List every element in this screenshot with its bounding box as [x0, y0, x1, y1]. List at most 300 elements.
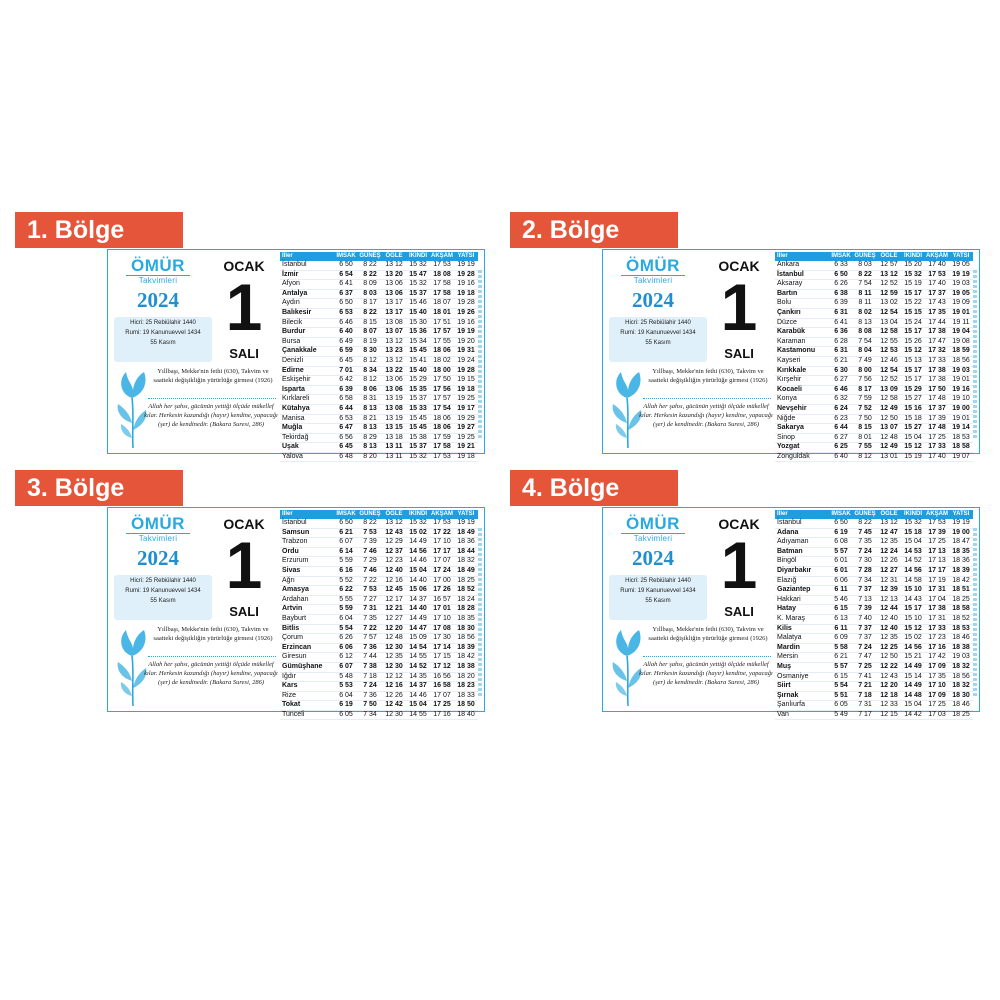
- time-cell: 6 15: [834, 605, 848, 613]
- time-cell: 18 58: [952, 443, 970, 451]
- calendar-left-panel: [603, 508, 773, 713]
- calendar-left-panel: [603, 250, 773, 455]
- time-cell: 19 21: [457, 443, 475, 451]
- time-cell: 17 48: [928, 424, 946, 432]
- time-cell: 15 02: [904, 634, 922, 642]
- time-cell: 7 41: [858, 672, 872, 680]
- header-cell: ÖĞLE: [385, 253, 403, 259]
- region-panel: [15, 470, 475, 735]
- time-cell: 17 37: [928, 404, 946, 412]
- time-cell: 17 54: [433, 404, 451, 412]
- table-row: [280, 395, 478, 405]
- kasim-label: 55 Kasım: [150, 340, 176, 346]
- region-title: 4. Bölge: [510, 470, 678, 506]
- header-cell: İMSAK: [336, 511, 356, 517]
- time-cell: 6 25: [834, 443, 848, 451]
- table-row: [280, 567, 478, 577]
- time-cell: 15 35: [409, 385, 427, 393]
- city-name: Kilis: [777, 624, 792, 632]
- table-row: [280, 538, 478, 548]
- time-cell: 13 09: [880, 385, 898, 393]
- time-cell: 15 04: [904, 538, 922, 546]
- header-cell: ÖĞLE: [385, 511, 403, 517]
- city-name: Bursa: [282, 337, 301, 345]
- header-cell: İMSAK: [336, 253, 356, 259]
- time-cell: 6 42: [339, 376, 353, 384]
- city-name: Sakarya: [777, 424, 804, 432]
- time-cell: 17 04: [928, 595, 946, 603]
- time-cell: 12 46: [880, 356, 898, 364]
- time-cell: 15 22: [904, 299, 922, 307]
- time-cell: 7 53: [363, 586, 377, 594]
- day-number: 1: [225, 270, 263, 344]
- time-cell: 17 32: [928, 347, 946, 355]
- time-cell: 6 27: [834, 376, 848, 384]
- date-info-box: [114, 575, 212, 620]
- time-cell: 7 45: [858, 528, 872, 536]
- time-cell: 6 23: [834, 414, 848, 422]
- city-name: İzmir: [282, 270, 299, 278]
- time-cell: 18 46: [952, 634, 970, 642]
- time-cell: 7 55: [858, 443, 872, 451]
- year-label: 2024: [632, 546, 674, 570]
- time-cell: 19 15: [457, 376, 475, 384]
- table-row: [280, 405, 478, 415]
- time-cell: 12 27: [880, 566, 898, 574]
- time-cell: 8 20: [363, 452, 377, 460]
- separator-line: [148, 656, 276, 657]
- time-cell: 8 22: [363, 270, 377, 278]
- table-row: [775, 548, 973, 558]
- city-name: Elazığ: [777, 576, 797, 584]
- time-cell: 18 40: [457, 710, 475, 718]
- time-cell: 13 08: [385, 318, 403, 326]
- header-cell: İKİNDİ: [904, 253, 922, 259]
- time-cell: 15 19: [904, 452, 922, 460]
- time-cell: 12 15: [880, 710, 898, 718]
- table-row: [280, 290, 478, 300]
- time-cell: 17 03: [928, 710, 946, 718]
- time-cell: 17 25: [928, 538, 946, 546]
- header-cell: İller: [777, 253, 788, 259]
- time-cell: 19 25: [457, 433, 475, 441]
- time-cell: 15 37: [409, 289, 427, 297]
- day-number: 1: [225, 528, 263, 602]
- time-cell: 19 25: [457, 395, 475, 403]
- table-row: [280, 434, 478, 444]
- time-cell: 14 55: [409, 710, 427, 718]
- time-cell: 18 32: [457, 557, 475, 565]
- time-cell: 8 22: [858, 270, 872, 278]
- month-label: OCAK: [223, 516, 265, 532]
- prayer-times-table: [775, 508, 973, 718]
- time-cell: 8 19: [363, 337, 377, 345]
- table-row: [280, 328, 478, 338]
- header-cell: İller: [777, 511, 788, 517]
- time-cell: 12 37: [385, 547, 403, 555]
- time-cell: 18 33: [457, 691, 475, 699]
- table-row: [775, 692, 973, 702]
- header-cell: ÖĞLE: [880, 511, 898, 517]
- date-info-box: [609, 317, 707, 362]
- side-text-strip: [973, 270, 977, 440]
- table-row: [280, 338, 478, 348]
- time-cell: 17 24: [433, 566, 451, 574]
- time-cell: 17 35: [928, 672, 946, 680]
- time-cell: 15 32: [904, 519, 922, 526]
- time-cell: 18 23: [457, 682, 475, 690]
- region-panel: [15, 212, 475, 477]
- time-cell: 19 04: [952, 328, 970, 336]
- kasim-label: 55 Kasım: [150, 598, 176, 604]
- side-text-strip: [478, 270, 482, 440]
- time-cell: 7 50: [363, 701, 377, 709]
- table-row: [280, 644, 478, 654]
- time-cell: 17 40: [928, 452, 946, 460]
- time-cell: 7 18: [363, 672, 377, 680]
- table-row: [280, 280, 478, 290]
- table-row: [775, 596, 973, 606]
- city-name: Amasya: [282, 586, 309, 594]
- time-cell: 15 40: [409, 366, 427, 374]
- table-header: [775, 510, 973, 519]
- time-cell: 13 12: [385, 356, 403, 364]
- header-cell: GÜNEŞ: [359, 511, 381, 517]
- time-cell: 18 08: [433, 270, 451, 278]
- city-name: Giresun: [282, 653, 307, 661]
- table-row: [280, 682, 478, 692]
- city-name: Düzce: [777, 318, 797, 326]
- time-cell: 15 29: [904, 385, 922, 393]
- city-name: Isparta: [282, 385, 305, 393]
- table-row: [280, 376, 478, 386]
- time-cell: 5 49: [834, 710, 848, 718]
- city-name: Hatay: [777, 605, 797, 613]
- time-cell: 7 31: [363, 605, 377, 613]
- time-cell: 15 10: [904, 586, 922, 594]
- separator-line: [643, 656, 771, 657]
- city-name: Osmaniye: [777, 672, 809, 680]
- time-cell: 15 17: [904, 328, 922, 336]
- table-row: [775, 357, 973, 367]
- time-cell: 12 16: [385, 576, 403, 584]
- time-cell: 17 57: [433, 395, 451, 403]
- time-cell: 18 56: [952, 672, 970, 680]
- time-cell: 18 06: [433, 414, 451, 422]
- time-cell: 6 04: [339, 614, 353, 622]
- table-row: [775, 529, 973, 539]
- table-row: [775, 319, 973, 329]
- time-cell: 15 38: [409, 433, 427, 441]
- time-cell: 18 42: [457, 653, 475, 661]
- time-cell: 15 45: [409, 347, 427, 355]
- table-row: [280, 443, 478, 453]
- time-cell: 17 51: [433, 318, 451, 326]
- time-cell: 18 20: [457, 672, 475, 680]
- time-cell: 19 07: [952, 452, 970, 460]
- time-cell: 19 08: [952, 337, 970, 345]
- time-cell: 17 43: [928, 299, 946, 307]
- table-row: [280, 711, 478, 721]
- time-cell: 19 24: [457, 356, 475, 364]
- time-cell: 14 37: [409, 682, 427, 690]
- time-cell: 8 00: [858, 366, 872, 374]
- time-cell: 15 12: [904, 624, 922, 632]
- time-cell: 8 01: [858, 433, 872, 441]
- time-cell: 12 17: [385, 595, 403, 603]
- city-name: Kars: [282, 682, 298, 690]
- time-cell: 18 02: [433, 356, 451, 364]
- city-name: Rize: [282, 691, 297, 699]
- time-cell: 18 49: [457, 528, 475, 536]
- time-cell: 15 41: [409, 356, 427, 364]
- time-cell: 18 00: [433, 366, 451, 374]
- time-cell: 19 01: [952, 308, 970, 316]
- city-name: Yozgat: [777, 443, 800, 451]
- time-cell: 17 19: [928, 576, 946, 584]
- time-cell: 19 10: [952, 395, 970, 403]
- time-cell: 12 35: [880, 538, 898, 546]
- calendar-card: [107, 249, 485, 460]
- city-name: Nevşehir: [777, 404, 807, 412]
- logo-sub-text: Takvimleri: [126, 533, 190, 543]
- time-cell: 13 06: [385, 376, 403, 384]
- time-cell: 19 16: [457, 280, 475, 288]
- time-cell: 8 17: [363, 299, 377, 307]
- table-row: [280, 548, 478, 558]
- calendar-card: [602, 507, 980, 718]
- time-cell: 12 31: [880, 576, 898, 584]
- time-cell: 6 41: [834, 318, 848, 326]
- verse-quote: Allah her şahsı, gücünün yettiği ölçüde mükellef kılar. Herkesin kazandığı (hayır) kendine, yapacağı (şer) de kendinedir. (Bakara Suresi, 286): [144, 661, 278, 686]
- time-cell: 19 16: [457, 318, 475, 326]
- time-cell: 6 33: [834, 261, 848, 268]
- table-row: [775, 405, 973, 415]
- time-cell: 17 23: [928, 634, 946, 642]
- table-row: [775, 615, 973, 625]
- time-cell: 13 07: [880, 424, 898, 432]
- time-cell: 19 26: [457, 308, 475, 316]
- city-name: Şanlıurfa: [777, 701, 806, 709]
- time-cell: 6 36: [834, 328, 848, 336]
- time-cell: 13 19: [385, 395, 403, 403]
- time-cell: 17 31: [928, 586, 946, 594]
- time-cell: 12 48: [880, 433, 898, 441]
- time-cell: 18 35: [952, 547, 970, 555]
- header-cell: GÜNEŞ: [854, 253, 876, 259]
- time-cell: 7 59: [858, 395, 872, 403]
- city-name: Bayburt: [282, 614, 307, 622]
- time-cell: 17 47: [928, 337, 946, 345]
- time-cell: 15 18: [904, 414, 922, 422]
- time-cell: 15 13: [904, 356, 922, 364]
- city-name: Diyarbakır: [777, 566, 812, 574]
- time-cell: 7 52: [858, 404, 872, 412]
- history-note: Yıllbaşı, Mekke'nin fethi (630), Takvim ve saatteki değişikliğin yürürlüğe girmesi (1926): [153, 626, 273, 642]
- time-cell: 6 07: [339, 538, 353, 546]
- time-cell: 6 31: [834, 347, 848, 355]
- table-row: [280, 347, 478, 357]
- time-cell: 12 59: [880, 289, 898, 297]
- region-title: 2. Bölge: [510, 212, 678, 248]
- time-cell: 6 28: [834, 337, 848, 345]
- time-cell: 17 40: [928, 280, 946, 288]
- time-cell: 8 15: [858, 424, 872, 432]
- time-cell: 19 01: [952, 376, 970, 384]
- time-cell: 8 06: [363, 385, 377, 393]
- table-row: [280, 415, 478, 425]
- side-text-strip: [478, 528, 482, 698]
- time-cell: 17 55: [433, 337, 451, 345]
- time-cell: 12 54: [880, 308, 898, 316]
- time-cell: 19 19: [457, 328, 475, 336]
- table-header: [280, 510, 478, 519]
- time-cell: 6 38: [834, 289, 848, 297]
- day-number: 1: [720, 270, 758, 344]
- rumi-date: Rumi: 19 Kanunuevvel 1434: [125, 588, 201, 594]
- city-name: K. Maraş: [777, 614, 806, 622]
- city-name: İstanbul: [777, 270, 804, 278]
- time-cell: 6 01: [834, 557, 848, 565]
- time-cell: 18 38: [952, 643, 970, 651]
- time-cell: 18 58: [952, 605, 970, 613]
- header-cell: YATSI: [952, 253, 970, 259]
- time-cell: 14 48: [904, 691, 922, 699]
- time-cell: 13 02: [880, 299, 898, 307]
- city-name: Samsun: [282, 528, 310, 536]
- time-cell: 12 20: [880, 682, 898, 690]
- time-cell: 19 19: [952, 519, 970, 526]
- time-cell: 13 20: [385, 270, 403, 278]
- city-name: Edirne: [282, 366, 304, 374]
- time-cell: 17 17: [928, 566, 946, 574]
- table-row: [775, 299, 973, 309]
- table-row: [280, 634, 478, 644]
- table-row: [775, 424, 973, 434]
- table-row: [775, 309, 973, 319]
- time-cell: 7 39: [858, 605, 872, 613]
- time-cell: 12 49: [880, 443, 898, 451]
- time-cell: 17 10: [433, 614, 451, 622]
- time-cell: 8 13: [363, 404, 377, 412]
- time-cell: 6 40: [834, 452, 848, 460]
- time-cell: 14 46: [409, 691, 427, 699]
- time-cell: 6 44: [339, 404, 353, 412]
- time-cell: 15 09: [409, 634, 427, 642]
- time-cell: 8 12: [363, 376, 377, 384]
- header-cell: İKİNDİ: [904, 511, 922, 517]
- time-cell: 15 18: [904, 528, 922, 536]
- city-name: Balıkesir: [282, 308, 312, 316]
- table-row: [280, 519, 478, 529]
- time-cell: 15 19: [904, 280, 922, 288]
- time-cell: 14 56: [904, 643, 922, 651]
- time-cell: 12 47: [880, 528, 898, 536]
- rumi-date: Rumi: 19 Kanunuevvel 1434: [620, 330, 696, 336]
- time-cell: 17 42: [928, 653, 946, 661]
- time-cell: 7 21: [858, 682, 872, 690]
- city-name: Sinop: [777, 433, 795, 441]
- prayer-times-table: [775, 250, 973, 460]
- time-cell: 17 50: [433, 376, 451, 384]
- time-cell: 7 27: [363, 595, 377, 603]
- time-cell: 17 25: [433, 701, 451, 709]
- time-cell: 14 55: [409, 653, 427, 661]
- city-name: Erzurum: [282, 557, 309, 565]
- time-cell: 6 31: [834, 308, 848, 316]
- city-name: Bartın: [777, 289, 798, 297]
- time-cell: 13 11: [385, 443, 403, 451]
- calendar-card: [602, 249, 980, 460]
- time-cell: 7 46: [363, 547, 377, 555]
- time-cell: 13 12: [880, 270, 898, 278]
- time-cell: 13 17: [385, 308, 403, 316]
- time-cell: 18 30: [952, 691, 970, 699]
- time-cell: 14 42: [904, 710, 922, 718]
- time-cell: 6 07: [339, 662, 353, 670]
- city-name: Bingöl: [777, 557, 797, 565]
- table-row: [775, 644, 973, 654]
- time-cell: 15 40: [409, 308, 427, 316]
- time-cell: 17 26: [433, 586, 451, 594]
- time-cell: 15 45: [409, 424, 427, 432]
- region-panel: [510, 470, 970, 735]
- omur-logo: [613, 515, 693, 543]
- time-cell: 14 54: [409, 643, 427, 651]
- month-label: OCAK: [223, 258, 265, 274]
- time-cell: 5 59: [339, 605, 353, 613]
- time-cell: 15 34: [409, 337, 427, 345]
- logo-main-text: ÖMÜR: [626, 514, 680, 533]
- time-cell: 17 22: [433, 528, 451, 536]
- time-cell: 6 21: [339, 528, 353, 536]
- time-cell: 13 22: [385, 366, 403, 374]
- time-cell: 13 01: [880, 452, 898, 460]
- time-cell: 13 04: [880, 318, 898, 326]
- time-cell: 15 32: [409, 452, 427, 460]
- time-cell: 6 32: [834, 395, 848, 403]
- time-cell: 5 54: [339, 624, 353, 632]
- time-cell: 18 24: [457, 595, 475, 603]
- time-cell: 18 36: [952, 557, 970, 565]
- rumi-date: Rumi: 19 Kanunuevvel 1434: [620, 588, 696, 594]
- time-cell: 15 17: [904, 376, 922, 384]
- time-cell: 14 37: [409, 595, 427, 603]
- time-cell: 15 36: [409, 328, 427, 336]
- time-cell: 15 46: [409, 299, 427, 307]
- year-label: 2024: [137, 546, 179, 570]
- time-cell: 15 10: [904, 614, 922, 622]
- time-cell: 12 35: [880, 634, 898, 642]
- time-cell: 6 58: [339, 395, 353, 403]
- city-name: Ardahan: [282, 595, 309, 603]
- time-cell: 18 06: [433, 424, 451, 432]
- time-cell: 7 24: [858, 643, 872, 651]
- header-cell: İMSAK: [831, 511, 851, 517]
- city-name: Kırıkkale: [777, 366, 807, 374]
- time-cell: 7 01: [339, 366, 353, 374]
- time-cell: 17 00: [433, 576, 451, 584]
- table-row: [280, 653, 478, 663]
- city-name: Batman: [777, 547, 803, 555]
- time-cell: 12 55: [880, 337, 898, 345]
- table-row: [280, 663, 478, 673]
- time-cell: 6 49: [339, 337, 353, 345]
- time-cell: 7 24: [363, 682, 377, 690]
- time-cell: 18 53: [952, 624, 970, 632]
- time-cell: 13 08: [385, 404, 403, 412]
- time-cell: 19 19: [457, 519, 475, 526]
